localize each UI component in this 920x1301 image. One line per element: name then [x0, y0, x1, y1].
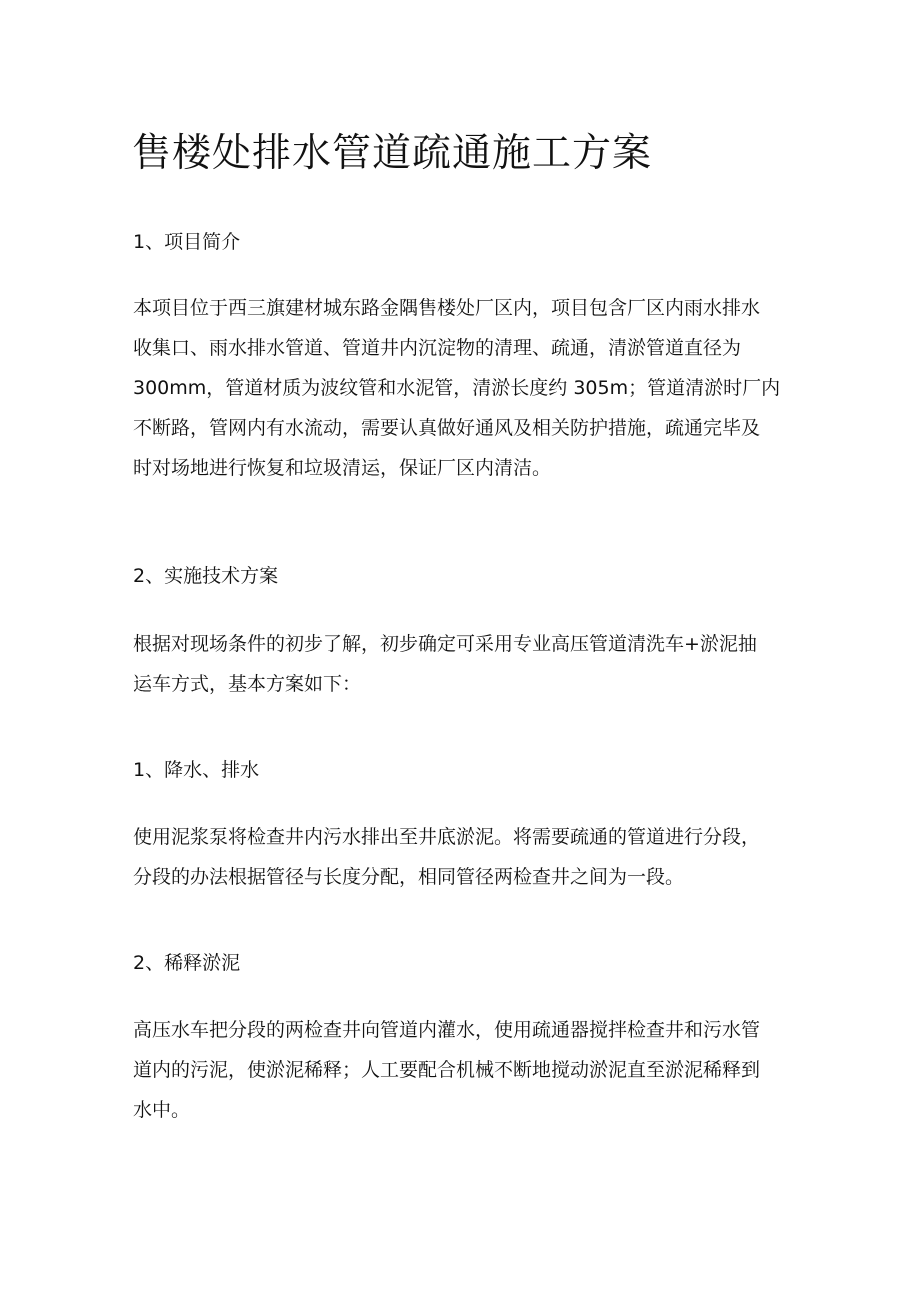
paragraph-line: 时对场地进行恢复和垃圾清运，保证厂区内清洁。 [133, 457, 552, 479]
paragraph-line: 使用泥浆泵将检查井内污水排出至井底淤泥。将需要疏通的管道进行分段， [133, 826, 761, 848]
paragraph-line: 本项目位于西三旗建材城东路金隅售楼处厂区内，项目包含厂区内雨水排水 [133, 297, 761, 319]
paragraph-line: 根据对现场条件的初步了解，初步确定可采用专业高压管道清洗车+淤泥抽 [133, 633, 757, 655]
section-paragraph-project-intro [133, 288, 808, 488]
paragraph-line: 高压水车把分段的两检查井向管道内灌水，使用疏通器搅拌检查井和污水管 [133, 1019, 761, 1041]
section-heading-project-intro: 1、项目简介 [133, 231, 241, 253]
section-heading-dilute-silt: 2、稀释淤泥 [133, 952, 241, 974]
section-heading-technical-plan: 2、实施技术方案 [133, 565, 279, 587]
section-heading-dewatering: 1、降水、排水 [133, 759, 260, 781]
section-paragraph-technical-plan [133, 624, 808, 704]
paragraph-line: 收集口、雨水排水管道、管道井内沉淀物的清理、疏通，清淤管道直径为 [133, 337, 742, 359]
document-title: 售楼处排水管道疏通施工方案 [132, 131, 653, 176]
paragraph-line: 300mm，管道材质为波纹管和水泥管，清淤长度约 305m；管道清淤时厂内 [133, 377, 781, 399]
paragraph-line: 分段的办法根据管径与长度分配，相同管径两检查井之间为一段。 [133, 866, 685, 888]
section-paragraph-dilute-silt [133, 1010, 808, 1130]
paragraph-line: 道内的污泥，使淤泥稀释；人工要配合机械不断地搅动淤泥直至淤泥稀释到 [133, 1059, 761, 1081]
paragraph-line: 水中。 [133, 1099, 191, 1121]
paragraph-line: 运车方式，基本方案如下： [133, 673, 362, 695]
paragraph-line: 不断路，管网内有水流动，需要认真做好通风及相关防护措施，疏通完毕及 [133, 417, 761, 439]
section-paragraph-dewatering [133, 817, 808, 897]
